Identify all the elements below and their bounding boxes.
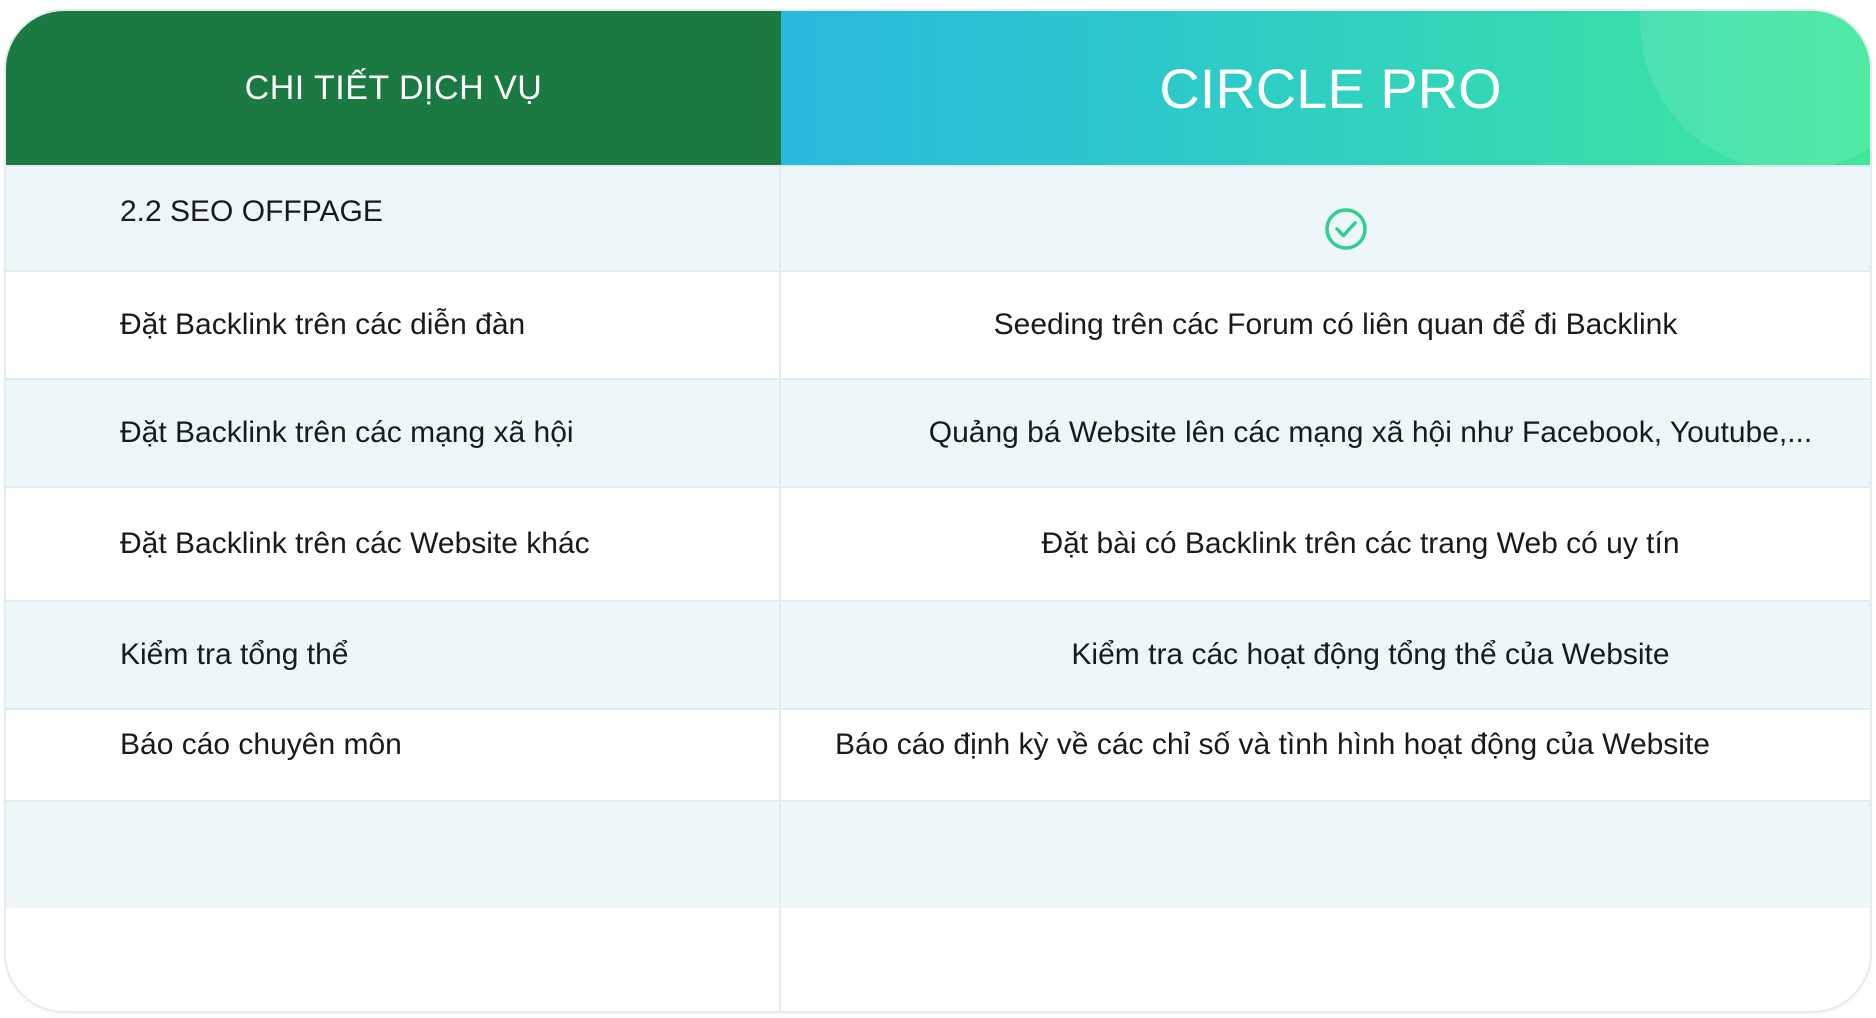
table-body: [6, 165, 1870, 1011]
detail-label: Kiểm tra các hoạt động tổng thể của Website: [1071, 638, 1670, 671]
detail-cell: [781, 272, 1870, 378]
table-row: [6, 908, 1870, 1011]
detail-label: Đặt bài có Backlink trên các trang Web có uy tín: [1041, 527, 1680, 560]
service-label: Kiểm tra tổng thể: [120, 638, 349, 671]
detail-cell: [781, 167, 1870, 280]
table-row: [6, 270, 1870, 378]
service-label: Đặt Backlink trên các diễn đàn: [120, 308, 526, 341]
service-cell: [6, 908, 781, 1011]
table-row: [6, 708, 1870, 800]
service-cell: [6, 167, 781, 270]
plan-title: CIRCLE PRO: [1159, 56, 1502, 120]
detail-cell: [781, 380, 1870, 486]
header-service-details-label: CHI TIẾT DỊCH VỤ: [244, 68, 543, 107]
service-cell: [6, 380, 781, 486]
service-cell: [6, 272, 781, 378]
table-row: [6, 486, 1870, 600]
table-row: [6, 600, 1870, 708]
service-cell: [6, 802, 781, 908]
service-cell: [6, 710, 781, 800]
service-label: Đặt Backlink trên các Website khác: [120, 527, 590, 560]
detail-label: Báo cáo định kỳ về các chỉ số và tình hình hoạt động của Website: [835, 728, 1710, 761]
detail-cell: [781, 908, 1870, 1011]
detail-cell: [781, 488, 1870, 600]
service-cell: [6, 488, 781, 600]
detail-label: Quảng bá Website lên các mạng xã hội như Facebook, Youtube,...: [928, 416, 1813, 449]
detail-label: Seeding trên các Forum có liên quan để đi Backlink: [993, 308, 1678, 341]
service-label: Đặt Backlink trên các mạng xã hội: [120, 416, 574, 449]
service-label: 2.2 SEO OFFPAGE: [120, 195, 383, 228]
decorative-bubble: [1640, 11, 1870, 165]
detail-cell: [781, 602, 1870, 708]
service-cell: [6, 602, 781, 708]
table-row: [6, 800, 1870, 908]
table-row: [6, 378, 1870, 486]
table-header: [6, 11, 1870, 165]
service-label: Báo cáo chuyên môn: [120, 728, 402, 761]
header-plan: [781, 11, 1870, 165]
check-circle-icon: [1324, 207, 1368, 251]
pricing-table-card: [6, 11, 1870, 1011]
detail-cell: [781, 802, 1870, 908]
header-service-details: [6, 11, 781, 165]
table-row: [6, 165, 1870, 270]
